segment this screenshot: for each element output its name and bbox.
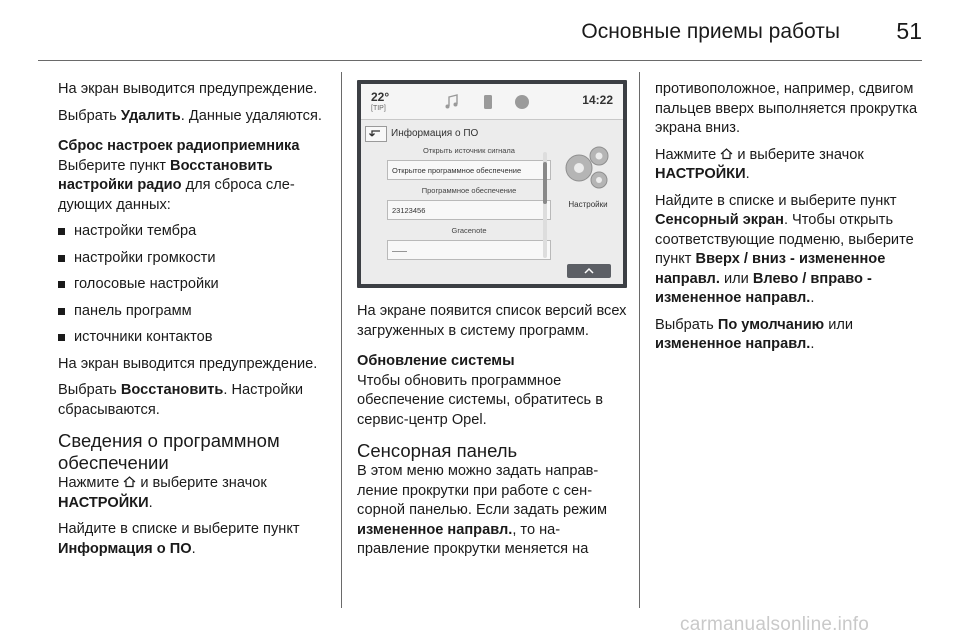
list-item[interactable]: 23123456 bbox=[387, 200, 551, 220]
home-icon bbox=[720, 147, 733, 160]
music-icon bbox=[443, 93, 461, 111]
bold-text: Вверх / вниз - измененное направл. bbox=[655, 251, 886, 287]
back-button[interactable] bbox=[365, 126, 387, 142]
bold-text: измененное направл. bbox=[655, 336, 811, 352]
bold-text: Информация о ПО bbox=[58, 540, 192, 557]
bold-text: Восстановить настройки радио bbox=[58, 157, 273, 193]
paragraph bbox=[357, 462, 627, 560]
column-2 bbox=[357, 302, 627, 567]
column-divider-2 bbox=[639, 72, 640, 608]
list-item-text: источники контактов bbox=[74, 329, 213, 345]
scroll-up-button[interactable] bbox=[567, 264, 611, 278]
text: Выбрать bbox=[58, 107, 121, 124]
bold-text: Удалить bbox=[120, 107, 181, 124]
list-section-label: Gracenote bbox=[451, 226, 487, 235]
paragraph: На экране появится список версий всех загруженных в систему программ. bbox=[357, 303, 627, 339]
settings-gear-icon[interactable] bbox=[555, 138, 617, 204]
screen-title: Информация о ПО bbox=[391, 128, 479, 139]
watermark: carmanualsonline.info bbox=[680, 614, 870, 635]
bold-text: Сенсорный экран bbox=[655, 212, 784, 228]
list-item bbox=[58, 302, 330, 322]
list-item-text: настройки громкости bbox=[74, 249, 216, 266]
apps-icon bbox=[513, 93, 531, 111]
scrollbar[interactable] bbox=[543, 152, 547, 258]
text: Найдите в списке и выберите пункт bbox=[58, 521, 300, 537]
text: Нажмите bbox=[655, 146, 721, 163]
phone-icon bbox=[479, 93, 497, 111]
bullet-icon bbox=[58, 281, 65, 288]
paragraph bbox=[655, 146, 927, 185]
bullet-list bbox=[58, 222, 330, 348]
text: Выбрать bbox=[58, 382, 121, 398]
paragraph bbox=[655, 192, 927, 309]
list-item bbox=[58, 222, 330, 242]
paragraph: Чтобы обновить программное обеспечение системы, обратитесь в сервис-центр Opel. bbox=[357, 372, 603, 428]
list-section-label: Программное обеспечение bbox=[421, 186, 517, 195]
text: или bbox=[719, 270, 753, 287]
list-item bbox=[58, 249, 330, 269]
software-list bbox=[387, 146, 551, 276]
page-title: Основные приемы работы bbox=[581, 20, 840, 43]
text: и выберите значок bbox=[733, 146, 864, 163]
paragraph bbox=[58, 381, 330, 420]
bullet-icon bbox=[58, 334, 65, 341]
page-number: 51 bbox=[896, 18, 922, 44]
bold-text: измененное направл. bbox=[357, 521, 513, 538]
text: В этом меню можно задать направление прокрутки при работе с сенсорной панелью. Если задать режим bbox=[357, 463, 608, 518]
list-item[interactable]: Открытое программное обеспечение bbox=[387, 160, 551, 180]
temperature: 22° bbox=[371, 90, 390, 104]
infotainment-screen bbox=[361, 84, 623, 284]
text: или bbox=[824, 316, 854, 333]
paragraph: На экран выводится предупреждение. bbox=[58, 355, 318, 372]
text: и выберите значок bbox=[136, 475, 267, 491]
chevron-up-icon bbox=[567, 264, 611, 278]
paragraph bbox=[655, 316, 927, 355]
list-item bbox=[58, 328, 330, 348]
clock: 14:22 bbox=[582, 93, 613, 107]
list-section-label: Открыть источник сигнала bbox=[423, 146, 515, 155]
status-bar bbox=[361, 84, 623, 120]
settings-label: Настройки bbox=[568, 200, 608, 209]
text: . bbox=[810, 290, 815, 306]
text: Нажмите bbox=[58, 475, 124, 491]
software-heading: Сведения о программном обеспечении bbox=[58, 430, 280, 473]
back-arrow-icon bbox=[366, 127, 386, 141]
temperature-tag: [TIP] bbox=[371, 105, 386, 112]
text: , то направление прокрутки меняется на bbox=[357, 521, 589, 557]
list-item-text: настройки тембра bbox=[74, 223, 197, 239]
text: . Данные удаляются. bbox=[180, 107, 322, 124]
column-divider-1 bbox=[341, 72, 342, 608]
update-heading: Обновление системы bbox=[357, 353, 515, 369]
text: для сброса следующих данных: bbox=[58, 177, 295, 213]
bold-text: По умолчанию bbox=[717, 316, 825, 333]
list-item-text: панель программ bbox=[74, 302, 192, 319]
text: . Чтобы открыть соответствующие подменю, выберите пункт bbox=[655, 212, 914, 267]
bold-text: Влево / вправо - измененное направл. bbox=[655, 270, 872, 306]
header-divider bbox=[38, 60, 922, 61]
home-icon bbox=[123, 475, 136, 488]
text: . bbox=[191, 540, 196, 557]
bold-text: НАСТРОЙКИ bbox=[58, 494, 149, 511]
text: . Настройки сбрасываются. bbox=[58, 382, 304, 418]
text: . bbox=[148, 494, 153, 511]
column-1 bbox=[58, 80, 330, 566]
paragraph bbox=[58, 474, 330, 513]
touchpad-heading: Сенсорная панель bbox=[357, 440, 518, 461]
bullet-icon bbox=[58, 228, 65, 235]
bullet-icon bbox=[58, 255, 65, 262]
paragraph: противоположное, например, сдвигом пальцев вверх выполняется прокрутка экрана вниз. bbox=[655, 81, 918, 136]
list-item bbox=[58, 275, 330, 295]
page-header bbox=[0, 0, 960, 62]
bold-text: Восстановить bbox=[120, 382, 224, 398]
scrollbar-thumb[interactable] bbox=[543, 162, 547, 204]
list-item[interactable]: —— bbox=[387, 240, 551, 260]
paragraph bbox=[58, 157, 330, 216]
text: Выберите пункт bbox=[58, 157, 171, 174]
paragraph: На экран выводится предупреждение. bbox=[58, 81, 318, 97]
paragraph bbox=[58, 107, 330, 127]
reset-heading: Сброс настроек радиоприемника bbox=[58, 138, 300, 154]
text: Выбрать bbox=[655, 316, 718, 333]
text: Найдите в списке и выберите пункт bbox=[655, 192, 897, 209]
bullet-icon bbox=[58, 308, 65, 315]
column-3 bbox=[655, 80, 927, 362]
software-info-screenshot bbox=[357, 80, 627, 288]
paragraph bbox=[58, 520, 330, 559]
text: . bbox=[810, 336, 815, 352]
text: . bbox=[745, 166, 750, 182]
list-item-text: голосовые настройки bbox=[74, 276, 219, 292]
bold-text: НАСТРОЙКИ bbox=[655, 166, 746, 182]
